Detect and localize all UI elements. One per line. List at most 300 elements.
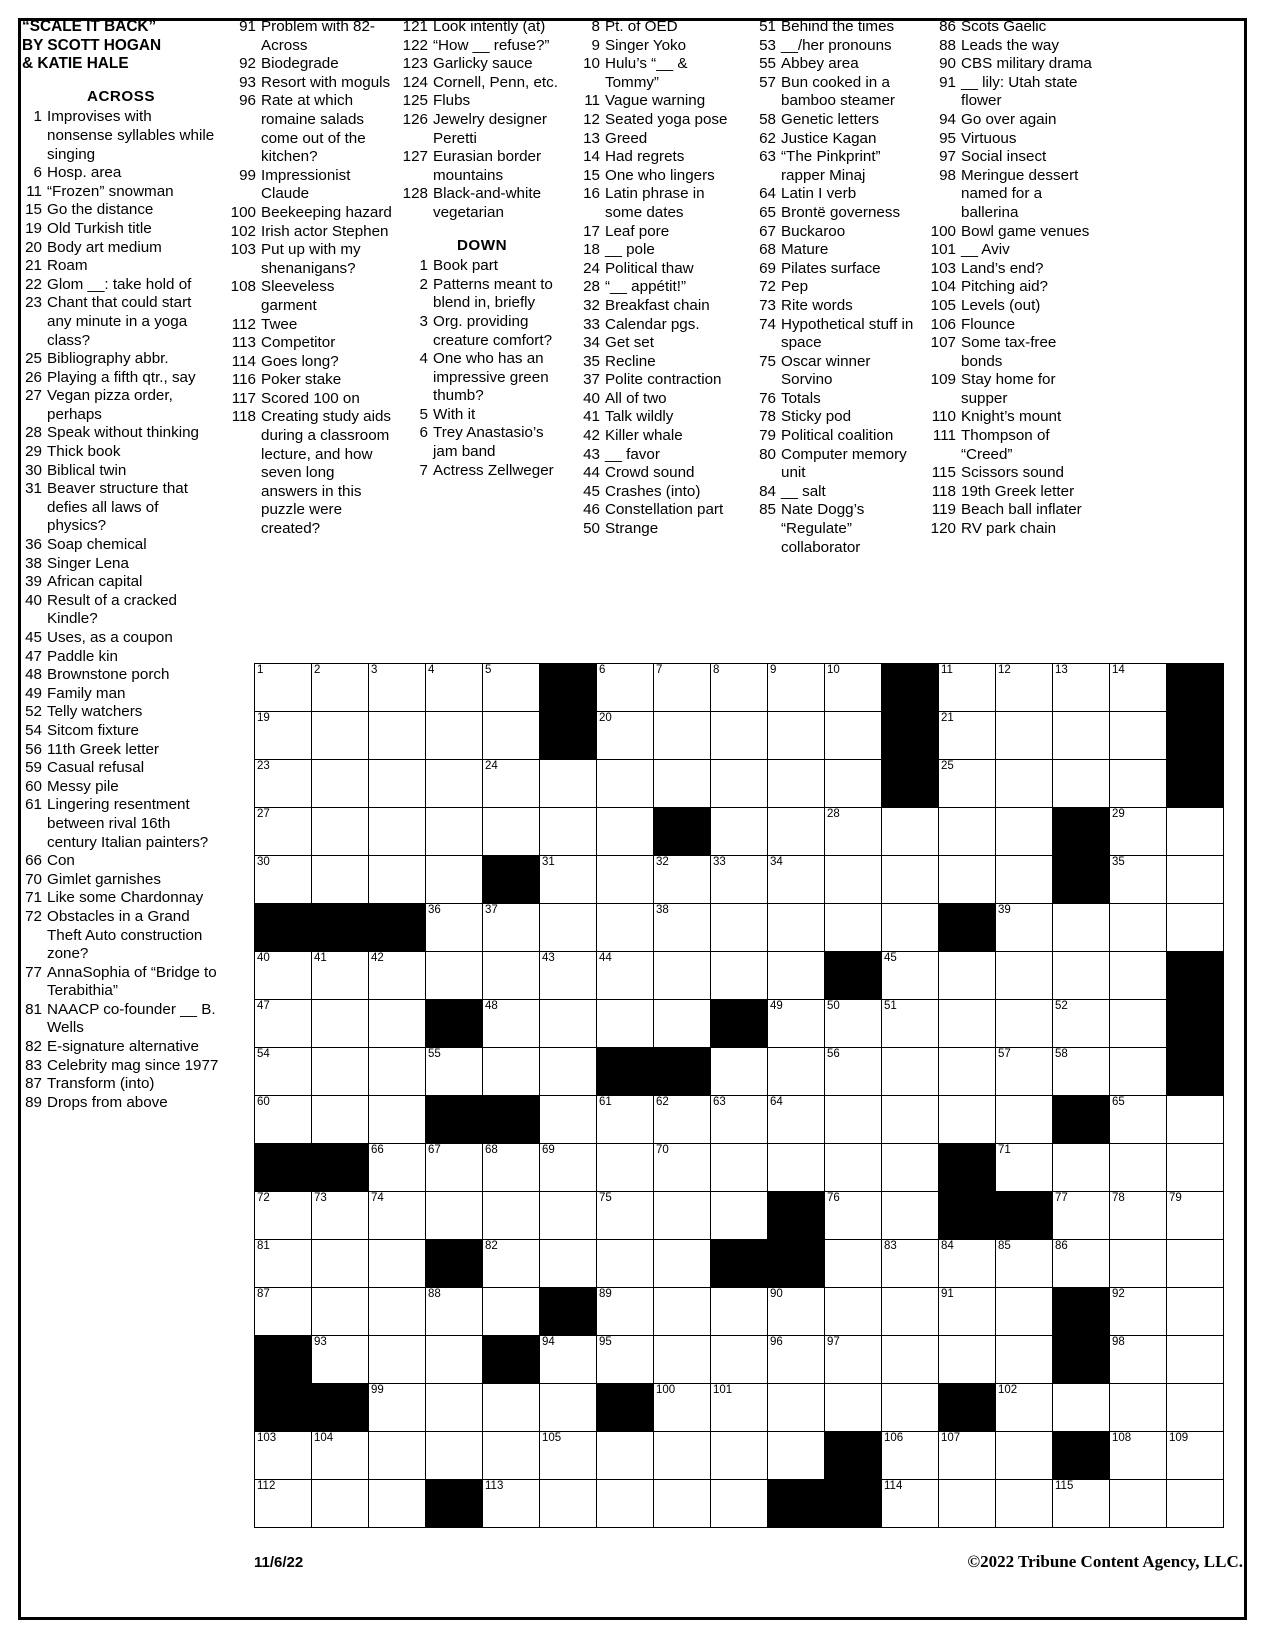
grid-cell[interactable] [1110,1144,1167,1192]
clue-item [22,871,220,890]
grid-cell[interactable] [426,952,483,1000]
clue-text: Biodegrade [261,55,339,73]
grid-cell[interactable] [1167,1480,1224,1528]
grid-cell[interactable] [255,1192,312,1240]
grid-cell[interactable] [1167,1288,1224,1336]
grid-cell[interactable] [426,1336,483,1384]
grid-cell[interactable] [426,856,483,904]
clue-item [748,18,920,37]
grid-cell[interactable] [939,1240,996,1288]
grid-cell[interactable] [882,1432,939,1480]
grid-cell[interactable] [1110,1432,1167,1480]
grid-cell[interactable] [540,904,597,952]
grid-cell[interactable] [882,1096,939,1144]
grid-cell[interactable] [768,664,825,712]
grid-cell[interactable] [540,1000,597,1048]
clue-text: Pep [781,278,809,296]
grid-cell[interactable] [255,808,312,856]
grid-cell[interactable] [768,712,825,760]
grid-cell[interactable] [312,760,369,808]
grid-cell[interactable] [369,760,426,808]
grid-cell[interactable] [996,856,1053,904]
grid-cell[interactable] [996,1096,1053,1144]
grid-cell[interactable] [426,1048,483,1096]
grid-cell[interactable] [540,1480,597,1528]
grid-cell[interactable] [426,1192,483,1240]
grid-cell[interactable] [711,856,768,904]
grid-cell[interactable] [312,712,369,760]
grid-cell[interactable] [711,1480,768,1528]
grid-cell[interactable] [768,1288,825,1336]
grid-cell[interactable] [768,1384,825,1432]
grid-cell[interactable] [1110,1096,1167,1144]
clue-text: Go over again [961,110,1057,128]
grid-cell[interactable] [369,1240,426,1288]
grid-cell[interactable] [996,760,1053,808]
grid-cell[interactable] [255,664,312,712]
grid-cell[interactable] [312,1240,369,1288]
clue-item [400,276,564,313]
grid-cell[interactable] [1053,1048,1110,1096]
grid-cell[interactable] [597,1000,654,1048]
grid-cell[interactable] [255,1000,312,1048]
grid-cell[interactable] [711,1144,768,1192]
grid-cell[interactable] [369,1480,426,1528]
grid-cell[interactable] [597,1144,654,1192]
grid-cell[interactable] [882,1240,939,1288]
clue-item [748,501,920,557]
grid-cell[interactable] [654,1096,711,1144]
grid-cell[interactable] [711,760,768,808]
grid-cell[interactable] [255,1048,312,1096]
grid-cell[interactable] [312,1480,369,1528]
grid-cell[interactable] [1110,760,1167,808]
grid-cell[interactable] [255,712,312,760]
grid-cell[interactable] [1053,712,1110,760]
grid-cell[interactable] [1053,1240,1110,1288]
grid-cell[interactable] [825,1336,882,1384]
grid-cell-number: 57 [998,1048,1011,1060]
grid-cell[interactable] [768,1048,825,1096]
grid-cell[interactable] [996,1480,1053,1528]
grid-cell[interactable] [1053,1384,1110,1432]
grid-cell[interactable] [654,1144,711,1192]
grid-cell[interactable] [882,952,939,1000]
grid-cell[interactable] [1110,1000,1167,1048]
grid-cell[interactable] [882,904,939,952]
grid-cell[interactable] [825,760,882,808]
grid-cell[interactable] [1167,904,1224,952]
grid-cell-number: 63 [713,1096,726,1108]
grid-cell[interactable] [369,1144,426,1192]
grid-cell[interactable] [1053,1144,1110,1192]
clue-number: 61 [25,796,42,814]
grid-cell[interactable] [1110,952,1167,1000]
grid-cell[interactable] [483,1480,540,1528]
grid-cell[interactable] [312,1192,369,1240]
grid-cell[interactable] [597,904,654,952]
grid-cell[interactable] [654,904,711,952]
grid-cell[interactable] [426,1144,483,1192]
clue-number: 21 [25,257,42,275]
grid-cell[interactable] [996,1240,1053,1288]
grid-cell[interactable] [1053,1192,1110,1240]
grid-cell[interactable] [597,1288,654,1336]
grid-cell[interactable] [540,1432,597,1480]
grid-cell[interactable] [1167,1336,1224,1384]
grid-cell[interactable] [654,1000,711,1048]
grid-cell[interactable] [654,664,711,712]
grid-cell-block [939,1384,996,1432]
grid-cell[interactable] [597,712,654,760]
grid-cell[interactable] [825,1192,882,1240]
grid-cell[interactable] [597,1096,654,1144]
grid-cell[interactable] [996,1288,1053,1336]
grid-cell[interactable] [369,1096,426,1144]
grid-cell[interactable] [939,856,996,904]
grid-cell[interactable] [1110,1240,1167,1288]
grid-cell[interactable] [255,1096,312,1144]
grid-cell[interactable] [597,1192,654,1240]
grid-cell[interactable] [426,760,483,808]
grid-cell[interactable] [597,760,654,808]
grid-cell[interactable] [882,1000,939,1048]
grid-cell[interactable] [1167,1096,1224,1144]
grid-cell[interactable] [825,1000,882,1048]
grid-cell[interactable] [1110,856,1167,904]
grid-cell[interactable] [825,712,882,760]
grid-cell[interactable] [711,952,768,1000]
grid-cell[interactable] [939,664,996,712]
grid-cell[interactable] [540,952,597,1000]
grid-cell[interactable] [312,1048,369,1096]
grid-cell[interactable] [996,1000,1053,1048]
grid-cell[interactable] [483,1384,540,1432]
grid-cell[interactable] [1053,952,1110,1000]
grid-cell[interactable] [1110,664,1167,712]
grid-cell[interactable] [711,1432,768,1480]
grid-cell[interactable] [711,1336,768,1384]
grid-cell[interactable] [996,1432,1053,1480]
grid-cell[interactable] [882,1384,939,1432]
grid-cell[interactable] [996,1048,1053,1096]
grid-cell[interactable] [426,1384,483,1432]
grid-cell[interactable] [426,904,483,952]
grid-cell[interactable] [939,1432,996,1480]
grid-cell[interactable] [825,904,882,952]
grid-cell[interactable] [768,856,825,904]
grid-cell[interactable] [426,664,483,712]
grid-cell[interactable] [1110,712,1167,760]
grid-cell[interactable] [768,904,825,952]
grid-cell-block [255,1336,312,1384]
grid-cell[interactable] [369,1432,426,1480]
grid-cell[interactable] [996,1336,1053,1384]
grid-cell-number: 89 [599,1288,612,1300]
grid-cell[interactable] [483,952,540,1000]
grid-cell[interactable] [825,664,882,712]
grid-cell[interactable] [540,1240,597,1288]
grid-cell[interactable] [882,856,939,904]
grid-cell[interactable] [768,1096,825,1144]
grid-cell[interactable] [711,1288,768,1336]
clue-number: 73 [759,296,776,314]
grid-cell[interactable] [255,1240,312,1288]
grid-cell[interactable] [939,760,996,808]
grid-cell[interactable] [540,808,597,856]
grid-cell[interactable] [825,808,882,856]
clue-item [748,37,920,56]
grid-cell[interactable] [483,712,540,760]
grid-cell[interactable] [939,952,996,1000]
grid-cell[interactable] [369,1000,426,1048]
grid-cell[interactable] [426,1432,483,1480]
grid-cell[interactable] [654,1432,711,1480]
grid-cell[interactable] [369,1384,426,1432]
grid-cell[interactable] [255,1288,312,1336]
grid-cell[interactable] [654,1288,711,1336]
grid-cell[interactable] [825,1048,882,1096]
grid-cell-number: 98 [1112,1336,1125,1348]
grid-cell[interactable] [939,1096,996,1144]
grid-cell[interactable] [711,1384,768,1432]
grid-cell[interactable] [255,1432,312,1480]
clue-number: 57 [759,73,776,91]
clue-text: __ favor [605,445,660,463]
grid-cell[interactable] [882,1048,939,1096]
grid-cell[interactable] [255,1480,312,1528]
grid-cell[interactable] [369,856,426,904]
grid-cell[interactable] [882,1144,939,1192]
grid-cell[interactable] [654,1192,711,1240]
grid-cell[interactable] [654,856,711,904]
grid-cell[interactable] [654,1480,711,1528]
grid-cell[interactable] [825,1144,882,1192]
grid-cell[interactable] [255,856,312,904]
grid-cell[interactable] [1167,1144,1224,1192]
grid-cell[interactable] [996,1144,1053,1192]
grid-cell[interactable] [369,1192,426,1240]
grid-cell[interactable] [768,1432,825,1480]
clue-item [572,501,740,520]
grid-cell[interactable] [711,1192,768,1240]
grid-cell[interactable] [369,1288,426,1336]
grid-cell[interactable] [1053,1000,1110,1048]
grid-cell[interactable] [597,1480,654,1528]
grid-cell[interactable] [711,712,768,760]
grid-cell[interactable] [825,856,882,904]
grid-cell[interactable] [540,1336,597,1384]
grid-cell[interactable] [1053,904,1110,952]
grid-cell[interactable] [540,1048,597,1096]
grid-cell[interactable] [1110,1336,1167,1384]
clue-item [748,111,920,130]
grid-cell[interactable] [996,808,1053,856]
grid-cell[interactable] [540,1192,597,1240]
grid-cell[interactable] [996,664,1053,712]
grid-cell[interactable] [882,1336,939,1384]
grid-cell[interactable] [711,1096,768,1144]
grid-cell[interactable] [369,712,426,760]
grid-cell[interactable] [426,712,483,760]
grid-cell[interactable] [996,1384,1053,1432]
grid-cell[interactable] [540,1384,597,1432]
grid-cell[interactable] [255,952,312,1000]
clue-item [22,648,220,667]
grid-cell[interactable] [312,1288,369,1336]
grid-cell[interactable] [1053,760,1110,808]
grid-cell[interactable] [597,1336,654,1384]
clue-text: Strange [605,520,659,538]
grid-cell[interactable] [540,760,597,808]
grid-cell[interactable] [1167,856,1224,904]
grid-cell[interactable] [768,952,825,1000]
grid-cell[interactable] [1110,904,1167,952]
grid-cell[interactable] [654,952,711,1000]
grid-cell[interactable] [540,1144,597,1192]
grid-cell-number: 7 [656,664,663,676]
grid-cell[interactable] [711,1048,768,1096]
grid-cell[interactable] [483,1240,540,1288]
grid-cell[interactable] [939,1336,996,1384]
grid-cell[interactable] [426,808,483,856]
grid-cell[interactable] [597,856,654,904]
grid-cell[interactable] [369,1336,426,1384]
grid-cell[interactable] [540,1096,597,1144]
grid-cell[interactable] [483,1432,540,1480]
grid-cell[interactable] [483,760,540,808]
clue-item [748,446,920,483]
grid-cell[interactable] [654,1384,711,1432]
grid-cell[interactable] [483,1288,540,1336]
grid-cell[interactable] [882,808,939,856]
grid-cell[interactable] [483,664,540,712]
grid-cell[interactable] [1110,1192,1167,1240]
grid-cell-number: 64 [770,1096,783,1108]
grid-cell[interactable] [825,1384,882,1432]
grid-cell[interactable] [483,1144,540,1192]
grid-cell[interactable] [654,1240,711,1288]
clue-number: 113 [231,334,256,352]
grid-cell[interactable] [597,1432,654,1480]
grid-cell[interactable] [996,712,1053,760]
grid-cell[interactable] [255,760,312,808]
grid-cell[interactable] [654,760,711,808]
grid-cell[interactable] [597,808,654,856]
grid-cell-block [1167,664,1224,712]
grid-cell[interactable] [825,1096,882,1144]
grid-cell[interactable] [654,1336,711,1384]
clue-text: Con [47,852,75,870]
grid-cell[interactable] [597,952,654,1000]
clue-item [748,223,920,242]
grid-cell[interactable] [939,1000,996,1048]
grid-cell[interactable] [369,664,426,712]
grid-cell[interactable] [768,1144,825,1192]
grid-cell[interactable] [312,808,369,856]
grid-cell[interactable] [711,664,768,712]
clue-text: Biblical twin [47,461,127,479]
grid-cell[interactable] [939,1048,996,1096]
grid-cell[interactable] [768,808,825,856]
grid-cell[interactable] [1167,1432,1224,1480]
grid-row [255,1048,1224,1096]
clue-item [928,408,1100,427]
grid-cell[interactable] [825,1240,882,1288]
grid-cell[interactable] [711,904,768,952]
grid-cell[interactable] [768,1336,825,1384]
grid-cell[interactable] [654,712,711,760]
grid-cell[interactable] [711,808,768,856]
grid-cell[interactable] [1110,1384,1167,1432]
grid-cell[interactable] [369,808,426,856]
clue-item [22,1075,220,1094]
crossword-grid[interactable] [254,663,1224,1528]
grid-cell[interactable] [1167,1384,1224,1432]
grid-cell[interactable] [483,1000,540,1048]
grid-cell[interactable] [312,1000,369,1048]
clue-item [572,148,740,167]
clue-text: Roam [47,257,88,275]
grid-cell[interactable] [483,808,540,856]
grid-cell[interactable] [939,1480,996,1528]
grid-cell[interactable] [1167,1192,1224,1240]
grid-cell[interactable] [483,1192,540,1240]
grid-cell[interactable] [312,856,369,904]
grid-cell[interactable] [312,1096,369,1144]
clue-item [22,220,220,239]
grid-cell[interactable] [540,856,597,904]
grid-cell[interactable] [768,1000,825,1048]
grid-cell[interactable] [882,1192,939,1240]
grid-cell[interactable] [1110,808,1167,856]
grid-cell[interactable] [996,904,1053,952]
grid-cell[interactable] [369,1048,426,1096]
grid-cell[interactable] [825,1288,882,1336]
grid-cell[interactable] [1053,664,1110,712]
grid-cell[interactable] [996,952,1053,1000]
grid-cell[interactable] [1110,1288,1167,1336]
grid-cell[interactable] [483,904,540,952]
grid-cell[interactable] [312,1432,369,1480]
grid-cell[interactable] [369,952,426,1000]
grid-cell[interactable] [882,1480,939,1528]
grid-cell[interactable] [312,664,369,712]
clue-text: Bowl game venues [961,222,1090,240]
grid-cell[interactable] [1110,1048,1167,1096]
grid-cell[interactable] [768,760,825,808]
grid-cell[interactable] [1167,1240,1224,1288]
grid-cell[interactable] [597,664,654,712]
grid-cell[interactable] [939,808,996,856]
grid-cell[interactable] [1110,1480,1167,1528]
grid-cell[interactable] [597,1240,654,1288]
grid-cell[interactable] [1167,808,1224,856]
grid-cell[interactable] [939,712,996,760]
clue-text: Computer memory unit [781,445,907,482]
clue-item [228,55,392,74]
grid-cell[interactable] [939,1288,996,1336]
grid-cell[interactable] [483,1048,540,1096]
clue-number: 5 [419,405,428,423]
grid-cell[interactable] [312,952,369,1000]
clue-number: 41 [583,408,600,426]
grid-cell[interactable] [882,1288,939,1336]
grid-cell[interactable] [312,1336,369,1384]
grid-cell[interactable] [426,1288,483,1336]
grid-cell[interactable] [1053,1480,1110,1528]
clue-number: 62 [759,129,776,147]
